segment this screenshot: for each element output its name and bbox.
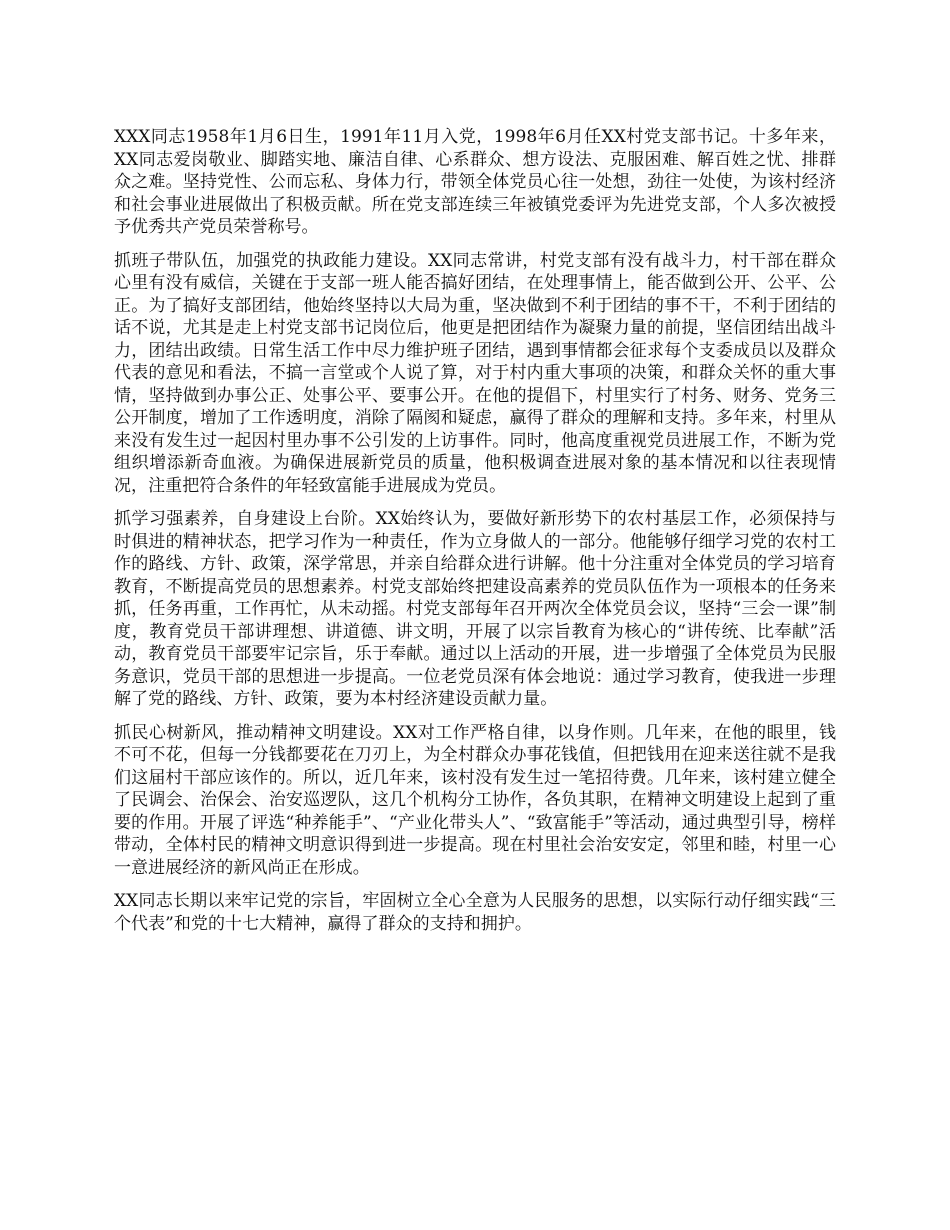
- paragraph-intro: XXX同志1958年1月6日生，1991年11月入党，1998年6月任XX村党支部书记。十多年来，XX同志爱岗敬业、脚踏实地、廉洁自律、心系群众、想方设法、克服困难、解百姓之忧、排群众之难。坚持党性、公而忘私、身体力行，带领全体党员心往一处想，劲往一处使，为该村经济和社会事业进展做出了积极贡献。所在党支部连续三年被镇党委评为先进党支部，个人多次被授予优秀共产党员荣誉称号。: [114, 127, 836, 237]
- paragraph-team-building: 抓班子带队伍，加强党的执政能力建设。XX同志常讲，村党支部有没有战斗力，村干部在群众心里有没有威信，关键在于支部一班人能否搞好团结，在处理事情上，能否做到公开、公平、公正。为了搞好支部团结，他始终坚持以大局为重，坚决做到不利于团结的事不干，不利于团结的话不说，尤其是走上村党支部书记岗位后，他更是把团结作为凝聚力量的前提，坚信团结出战斗力，团结出政绩。日常生活工作中尽力维护班子团结，遇到事情都会征求每个支委成员以及群众代表的意见和看法，不搞一言堂或个人说了算，对于村内重大事项的决策，和群众关怀的重大事情，坚持做到办事公正、处事公平、要事公开。在他的提倡下，村里实行了村务、财务、党务三公开制度，增加了工作透明度，消除了隔阂和疑虑，赢得了群众的理解和支持。多年来，村里从来没有发生过一起因村里办事不公引发的上访事件。同时，他高度重视党员进展工作，不断为党组织增添新奇血液。为确保进展新党员的质量，他积极调查进展对象的基本情况和以往表现情况，注重把符合条件的年轻致富能手进展成为党员。: [114, 250, 836, 496]
- document-body: [114, 126, 836, 946]
- paragraph-civilization: 抓民心树新风，推动精神文明建设。XX对工作严格自律，以身作则。几年来，在他的眼里，钱不可不花，但每一分钱都要花在刀刃上，为全村群众办事花钱值，但把钱用在迎来送往就不是我们这届村干部应该作的。所以，近几年来，该村没有发生过一笔招待费。几年来，该村建立健全了民调会、治保会、治安巡逻队，这几个机构分工协作，各负其职，在精神文明建设上起到了重要的作用。开展了评选“种养能手”、“产业化带头人”、“致富能手”等活动，通过典型引导，榜样带动，全体村民的精神文明意识得到进一步提高。现在村里社会治安安定，邻里和睦，村里一心一意进展经济的新风尚正在形成。: [114, 722, 836, 878]
- paragraph-conclusion: XX同志长期以来牢记党的宗旨，牢固树立全心全意为人民服务的思想，以实际行动仔细实践“三个代表”和党的十七大精神，赢得了群众的支持和拥护。: [114, 891, 836, 934]
- paragraph-study: 抓学习强素养，自身建设上台阶。XX始终认为，要做好新形势下的农村基层工作，必须保持与时俱进的精神状态，把学习作为一种责任，作为立身做人的一部分。他能够仔细学习党的农村工作的路线、方针、政策，深学常思，并亲自给群众进行讲解。他十分注重对全体党员的学习培育教育，不断提高党员的思想素养。村党支部始终把建设高素养的党员队伍作为一项根本的任务来抓，任务再重，工作再忙，从未动摇。村党支部每年召开两次全体党员会议，坚持“三会一课”制度，教育党员干部讲理想、讲道德、讲文明，开展了以宗旨教育为核心的“讲传统、比奉献”活动，教育党员干部要牢记宗旨，乐于奉献。通过以上活动的开展，进一步增强了全体党员为民服务意识，党员干部的思想进一步提高。一位老党员深有体会地说：通过学习教育，使我进一步理解了党的路线、方针、政策，要为本村经济建设贡献力量。: [114, 509, 836, 709]
